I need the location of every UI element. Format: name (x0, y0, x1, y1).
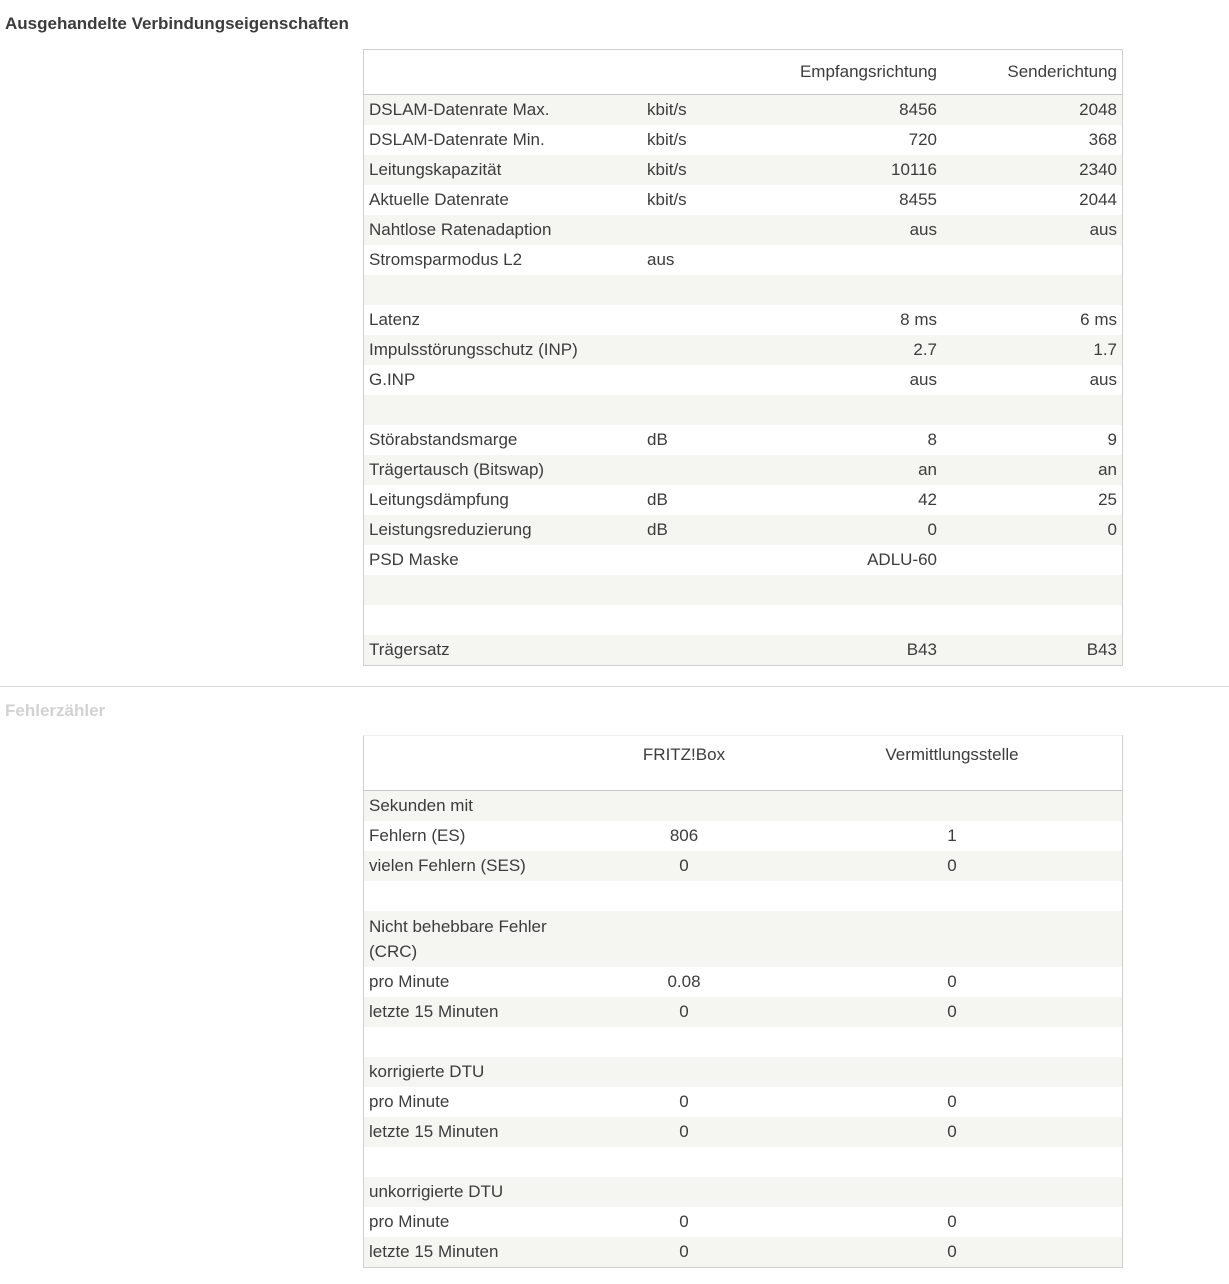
row-spacer (1100, 851, 1122, 881)
table-row (364, 851, 1122, 881)
row-spacer (1100, 1117, 1122, 1147)
row-fritzbox-value (564, 1147, 804, 1177)
row-spacer (1100, 967, 1122, 997)
row-downstream-value: 8 (762, 425, 942, 455)
row-unit (642, 455, 762, 485)
row-unit (642, 305, 762, 335)
table-row (364, 1087, 1122, 1117)
table-row (364, 305, 1122, 335)
row-label: PSD Maske (364, 545, 642, 575)
row-upstream-value: 368 (942, 125, 1122, 155)
error-counter-panel (363, 735, 1123, 1268)
row-unit (642, 335, 762, 365)
row-upstream-value: 25 (942, 485, 1122, 515)
table-row (364, 791, 1122, 822)
row-upstream-value (942, 605, 1122, 635)
row-fritzbox-value (564, 1057, 804, 1087)
row-unit: kbit/s (642, 95, 762, 126)
row-label (364, 275, 642, 305)
row-label: Nahtlose Ratenadaption (364, 215, 642, 245)
row-spacer (1100, 1147, 1122, 1177)
row-upstream-value: aus (942, 215, 1122, 245)
table-row (364, 605, 1122, 635)
row-fritzbox-value: 0 (564, 1087, 804, 1117)
table-row (364, 1117, 1122, 1147)
table-row (364, 215, 1122, 245)
table-row (364, 1207, 1122, 1237)
table-row (364, 395, 1122, 425)
row-upstream-value: an (942, 455, 1122, 485)
row-downstream-value: 8456 (762, 95, 942, 126)
row-unit (642, 275, 762, 305)
row-label: Stromsparmodus L2 (364, 245, 642, 275)
row-label: Leitungskapazität (364, 155, 642, 185)
row-exchange-value (804, 1147, 1100, 1177)
row-label: pro Minute (364, 1087, 564, 1117)
table-row (364, 911, 1122, 967)
row-exchange-value: 0 (804, 1237, 1100, 1267)
row-spacer (1100, 1177, 1122, 1207)
table-row (364, 365, 1122, 395)
row-downstream-value: 2.7 (762, 335, 942, 365)
row-label: unkorrigierte DTU (364, 1177, 564, 1207)
connection-properties-panel (363, 49, 1123, 666)
row-label: vielen Fehlern (SES) (364, 851, 564, 881)
row-fritzbox-value: 0 (564, 997, 804, 1027)
row-unit: kbit/s (642, 185, 762, 215)
row-downstream-value: 8 ms (762, 305, 942, 335)
row-exchange-value (804, 1057, 1100, 1087)
header-spacer (1100, 736, 1122, 791)
table-row (364, 335, 1122, 365)
table-row (364, 997, 1122, 1027)
table-row (364, 95, 1122, 126)
row-spacer (1100, 1087, 1122, 1117)
row-spacer (1100, 1207, 1122, 1237)
row-upstream-value: aus (942, 365, 1122, 395)
row-upstream-value: 9 (942, 425, 1122, 455)
row-upstream-value (942, 575, 1122, 605)
table-row (364, 155, 1122, 185)
header-fritzbox: FRITZ!Box (564, 736, 804, 791)
row-fritzbox-value (564, 911, 804, 967)
row-spacer (1100, 881, 1122, 911)
table-row (364, 185, 1122, 215)
row-downstream-value: 0 (762, 515, 942, 545)
row-upstream-value (942, 245, 1122, 275)
row-label: Sekunden mit (364, 791, 564, 822)
row-upstream-value: 0 (942, 515, 1122, 545)
row-fritzbox-value: 0.08 (564, 967, 804, 997)
row-downstream-value: 8455 (762, 185, 942, 215)
table-row (364, 545, 1122, 575)
row-label: pro Minute (364, 967, 564, 997)
row-unit (642, 215, 762, 245)
row-unit (642, 365, 762, 395)
row-unit (642, 635, 762, 665)
row-exchange-value (804, 1027, 1100, 1057)
row-unit (642, 395, 762, 425)
section-divider (0, 686, 1229, 687)
row-label: G.INP (364, 365, 642, 395)
header-label (364, 50, 642, 95)
row-label: DSLAM-Datenrate Max. (364, 95, 642, 126)
row-exchange-value: 0 (804, 1117, 1100, 1147)
row-downstream-value: 42 (762, 485, 942, 515)
row-upstream-value: 1.7 (942, 335, 1122, 365)
table-row (364, 1177, 1122, 1207)
table-row (364, 1027, 1122, 1057)
row-downstream-value: aus (762, 215, 942, 245)
row-label: korrigierte DTU (364, 1057, 564, 1087)
header-label (364, 736, 564, 791)
row-upstream-value: 2048 (942, 95, 1122, 126)
row-downstream-value: aus (762, 365, 942, 395)
row-upstream-value: 6 ms (942, 305, 1122, 335)
row-label: DSLAM-Datenrate Min. (364, 125, 642, 155)
table-row (364, 635, 1122, 665)
row-label: Leitungsdämpfung (364, 485, 642, 515)
row-upstream-value (942, 275, 1122, 305)
row-exchange-value (804, 1177, 1100, 1207)
row-label (364, 1027, 564, 1057)
row-downstream-value (762, 395, 942, 425)
row-spacer (1100, 1057, 1122, 1087)
row-label (364, 575, 642, 605)
row-label: Aktuelle Datenrate (364, 185, 642, 215)
row-upstream-value: B43 (942, 635, 1122, 665)
connection-properties-table (364, 50, 1122, 665)
row-exchange-value: 1 (804, 821, 1100, 851)
row-fritzbox-value: 0 (564, 1117, 804, 1147)
row-exchange-value: 0 (804, 1207, 1100, 1237)
table-header-row (364, 736, 1122, 791)
table-row (364, 967, 1122, 997)
row-label: letzte 15 Minuten (364, 997, 564, 1027)
row-upstream-value: 2044 (942, 185, 1122, 215)
row-upstream-value (942, 395, 1122, 425)
row-downstream-value (762, 245, 942, 275)
row-label: Trägersatz (364, 635, 642, 665)
header-downstream: Empfangsrichtung (762, 50, 942, 95)
row-label (364, 605, 642, 635)
row-downstream-value: 720 (762, 125, 942, 155)
header-upstream: Senderichtung (942, 50, 1122, 95)
row-fritzbox-value (564, 1177, 804, 1207)
table-row (364, 821, 1122, 851)
row-fritzbox-value (564, 1027, 804, 1057)
row-exchange-value (804, 911, 1100, 967)
row-unit (642, 545, 762, 575)
row-label (364, 1147, 564, 1177)
header-exchange: Vermittlungsstelle (804, 736, 1100, 791)
row-downstream-value: 10116 (762, 155, 942, 185)
row-exchange-value: 0 (804, 997, 1100, 1027)
section-title-connection-properties: Ausgehandelte Verbindungseigenschaften (5, 14, 349, 33)
row-fritzbox-value: 0 (564, 1237, 804, 1267)
row-label: letzte 15 Minuten (364, 1117, 564, 1147)
row-label: Fehlern (ES) (364, 821, 564, 851)
table-header-row (364, 50, 1122, 95)
table-row (364, 881, 1122, 911)
row-downstream-value (762, 575, 942, 605)
row-label: Leistungsreduzierung (364, 515, 642, 545)
row-label: Trägertausch (Bitswap) (364, 455, 642, 485)
row-label: Impulsstörungsschutz (INP) (364, 335, 642, 365)
row-spacer (1100, 791, 1122, 822)
table-row (364, 1057, 1122, 1087)
row-downstream-value (762, 275, 942, 305)
table-row (364, 575, 1122, 605)
table-row (364, 1237, 1122, 1267)
section-title-error-counter: Fehlerzähler (5, 701, 106, 720)
row-downstream-value (762, 605, 942, 635)
row-label: letzte 15 Minuten (364, 1237, 564, 1267)
table-row (364, 485, 1122, 515)
error-counter-table (364, 736, 1122, 1267)
table-row (364, 275, 1122, 305)
row-fritzbox-value: 0 (564, 851, 804, 881)
row-fritzbox-value: 806 (564, 821, 804, 851)
row-label: Nicht behebbare Fehler (CRC) (364, 911, 564, 967)
row-unit: dB (642, 425, 762, 455)
row-exchange-value: 0 (804, 967, 1100, 997)
row-fritzbox-value (564, 881, 804, 911)
row-fritzbox-value: 0 (564, 1207, 804, 1237)
row-unit: kbit/s (642, 155, 762, 185)
row-spacer (1100, 821, 1122, 851)
table-row (364, 1147, 1122, 1177)
row-label: pro Minute (364, 1207, 564, 1237)
row-label (364, 881, 564, 911)
row-spacer (1100, 997, 1122, 1027)
table-row (364, 245, 1122, 275)
row-spacer (1100, 1027, 1122, 1057)
row-downstream-value: B43 (762, 635, 942, 665)
row-spacer (1100, 1237, 1122, 1267)
row-downstream-value: ADLU-60 (762, 545, 942, 575)
row-unit (642, 575, 762, 605)
row-unit: dB (642, 515, 762, 545)
table-row (364, 425, 1122, 455)
row-unit: dB (642, 485, 762, 515)
row-spacer (1100, 911, 1122, 967)
row-exchange-value (804, 791, 1100, 822)
table-row (364, 455, 1122, 485)
row-upstream-value (942, 545, 1122, 575)
table-row (364, 125, 1122, 155)
row-unit: aus (642, 245, 762, 275)
row-label: Störabstandsmarge (364, 425, 642, 455)
row-downstream-value: an (762, 455, 942, 485)
row-fritzbox-value (564, 791, 804, 822)
row-label: Latenz (364, 305, 642, 335)
row-unit (642, 605, 762, 635)
row-label (364, 395, 642, 425)
row-unit: kbit/s (642, 125, 762, 155)
table-row (364, 515, 1122, 545)
row-exchange-value: 0 (804, 851, 1100, 881)
row-exchange-value (804, 881, 1100, 911)
row-exchange-value: 0 (804, 1087, 1100, 1117)
row-upstream-value: 2340 (942, 155, 1122, 185)
header-unit (642, 50, 762, 95)
